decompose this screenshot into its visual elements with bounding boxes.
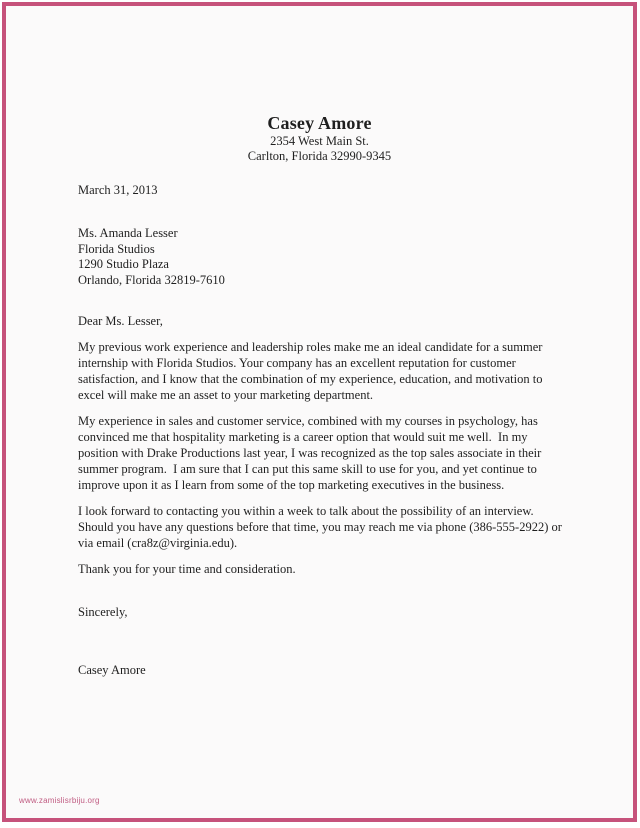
thanks-line: Thank you for your time and consideration.: [78, 562, 296, 576]
recipient-company: Florida Studios: [78, 241, 155, 256]
sender-address-street: 2354 West Main St.: [270, 134, 369, 148]
recipient-block: [78, 226, 564, 288]
sender-address-city: Carlton, Florida 32990-9345: [247, 149, 392, 163]
closing-line: Sincerely,: [78, 605, 128, 619]
letter-body: [78, 182, 564, 678]
salutation: Dear Ms. Lesser,: [78, 314, 163, 328]
signature-name: Casey Amore: [78, 663, 146, 677]
recipient-address-street: 1290 Studio Plaza: [78, 257, 169, 271]
sender-name: Casey Amore: [267, 113, 372, 133]
paragraph-experience: My experience in sales and customer service, combined with my courses in psychology, has convinced me that hospitality marketing is a career option that would suit me well. In my position with Drake Productions last year, I was recognized as the top sales associate in their summer program. I am sure that I can put this same skill to use for you, and yet continue to improve upon it as I learn from some of the top marketing executives in the business.: [78, 414, 545, 492]
letterhead: [6, 6, 633, 164]
recipient-address-city: Orlando, Florida 32819-7610: [78, 272, 225, 287]
recipient-name: Ms. Amanda Lesser: [78, 226, 178, 240]
paragraph-intro: My previous work experience and leadership roles make me an ideal candidate for a summer internship with Florida Studios. Your company has an excellent reputation for customer satisfaction, and I know that the combination of my experience, education, and motivation to excel will make me an asset to your marketing department.: [78, 340, 546, 402]
paragraph-contact: I look forward to contacting you within a week to talk about the possibility of an interview. Should you have any questions before that time, you may reach me via phone (386-555-2922) or via email (cra8z@virginia.edu).: [78, 504, 566, 550]
watermark-url: www.zamislisrbiju.org: [19, 796, 100, 805]
date-line: March 31, 2013: [78, 183, 158, 197]
letter-page: [2, 2, 637, 822]
cover-letter: [6, 6, 633, 678]
